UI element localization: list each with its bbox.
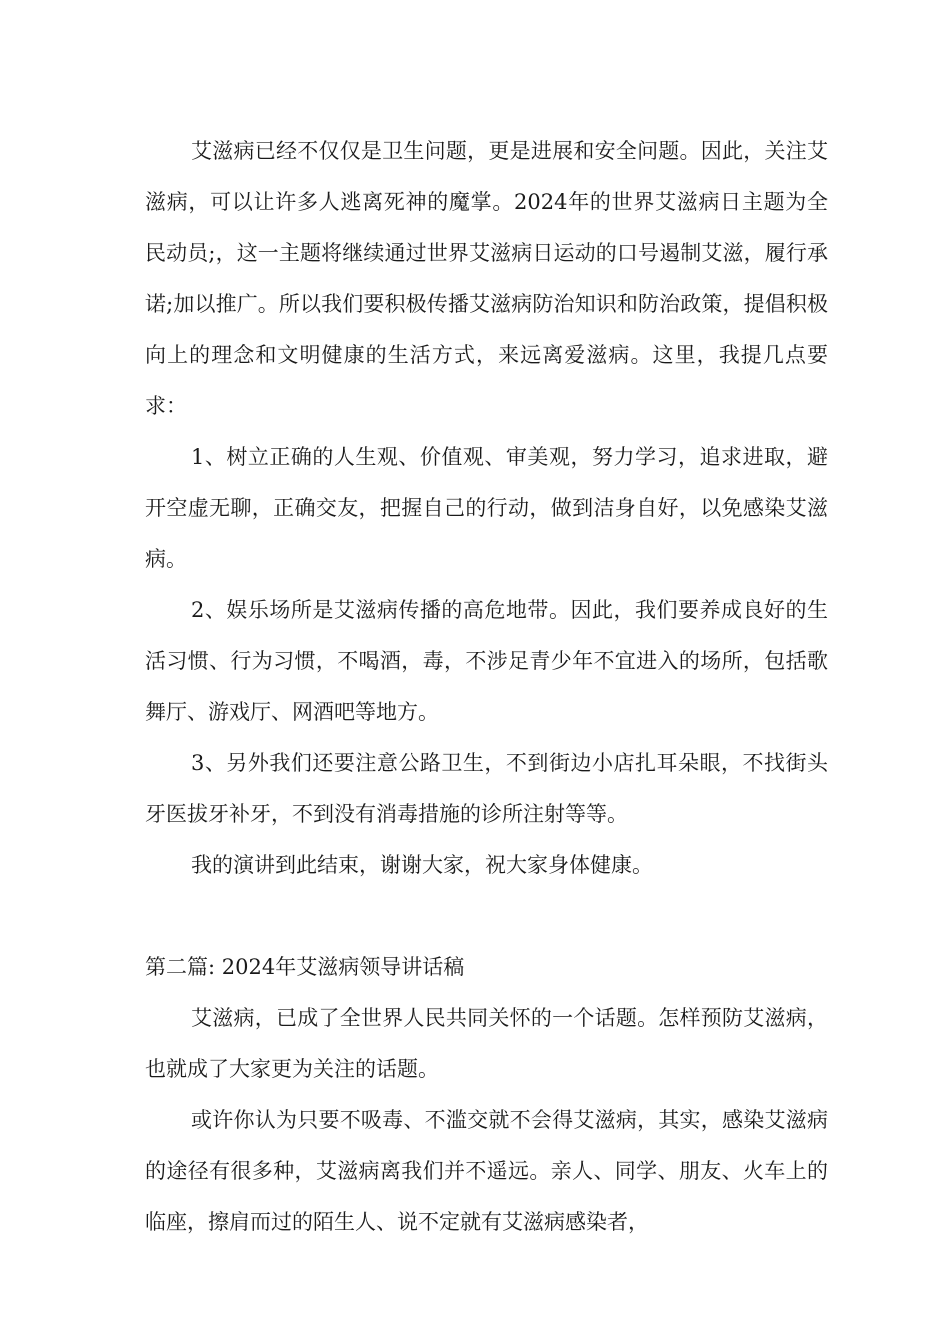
paragraph-intro: 艾滋病已经不仅仅是卫生问题，更是进展和安全问题。因此，关注艾滋病，可以让许多人逃离死神的魔掌。2024年的世界艾滋病日主题为全民动员;，这一主题将继续通过世界艾滋病日运动的口号遏制艾滋，履行承诺;加以推广。所以我们要积极传播艾滋病防治知识和防治政策，提倡积极向上的理念和文明健康的生活方式，来远离爱滋病。这里，我提几点要求： bbox=[145, 139, 828, 418]
paragraph-point-3: 3、另外我们还要注意公路卫生，不到街边小店扎耳朵眼，不找街头牙医拔牙补牙，不到没有消毒措施的诊所注射等等。 bbox=[145, 751, 828, 826]
section-paragraph-2: 或许你认为只要不吸毒、不滥交就不会得艾滋病，其实，感染艾滋病的途径有很多种，艾滋病离我们并不遥远。亲人、同学、朋友、火车上的临座，擦肩而过的陌生人、说不定就有艾滋病感染者， bbox=[145, 1108, 828, 1234]
paragraph-closing: 我的演讲到此结束，谢谢大家，祝大家身体健康。 bbox=[191, 853, 653, 877]
section-paragraph-1: 艾滋病，已成了全世界人民共同关怀的一个话题。怎样预防艾滋病，也就成了大家更为关注的话题。 bbox=[145, 1006, 828, 1081]
paragraph-point-1: 1、树立正确的人生观、价值观、审美观，努力学习，追求进取，避开空虚无聊，正确交友，把握自己的行动，做到洁身自好，以免感染艾滋病。 bbox=[145, 445, 828, 571]
document-body bbox=[145, 126, 828, 1248]
section-heading: 第二篇: 2024年艾滋病领导讲话稿 bbox=[145, 955, 465, 979]
paragraph-point-2: 2、娱乐场所是艾滋病传播的高危地带。因此，我们要养成良好的生活习惯、行为习惯，不喝酒，毒，不涉足青少年不宜进入的场所，包括歌舞厅、游戏厅、网酒吧等地方。 bbox=[145, 598, 828, 724]
